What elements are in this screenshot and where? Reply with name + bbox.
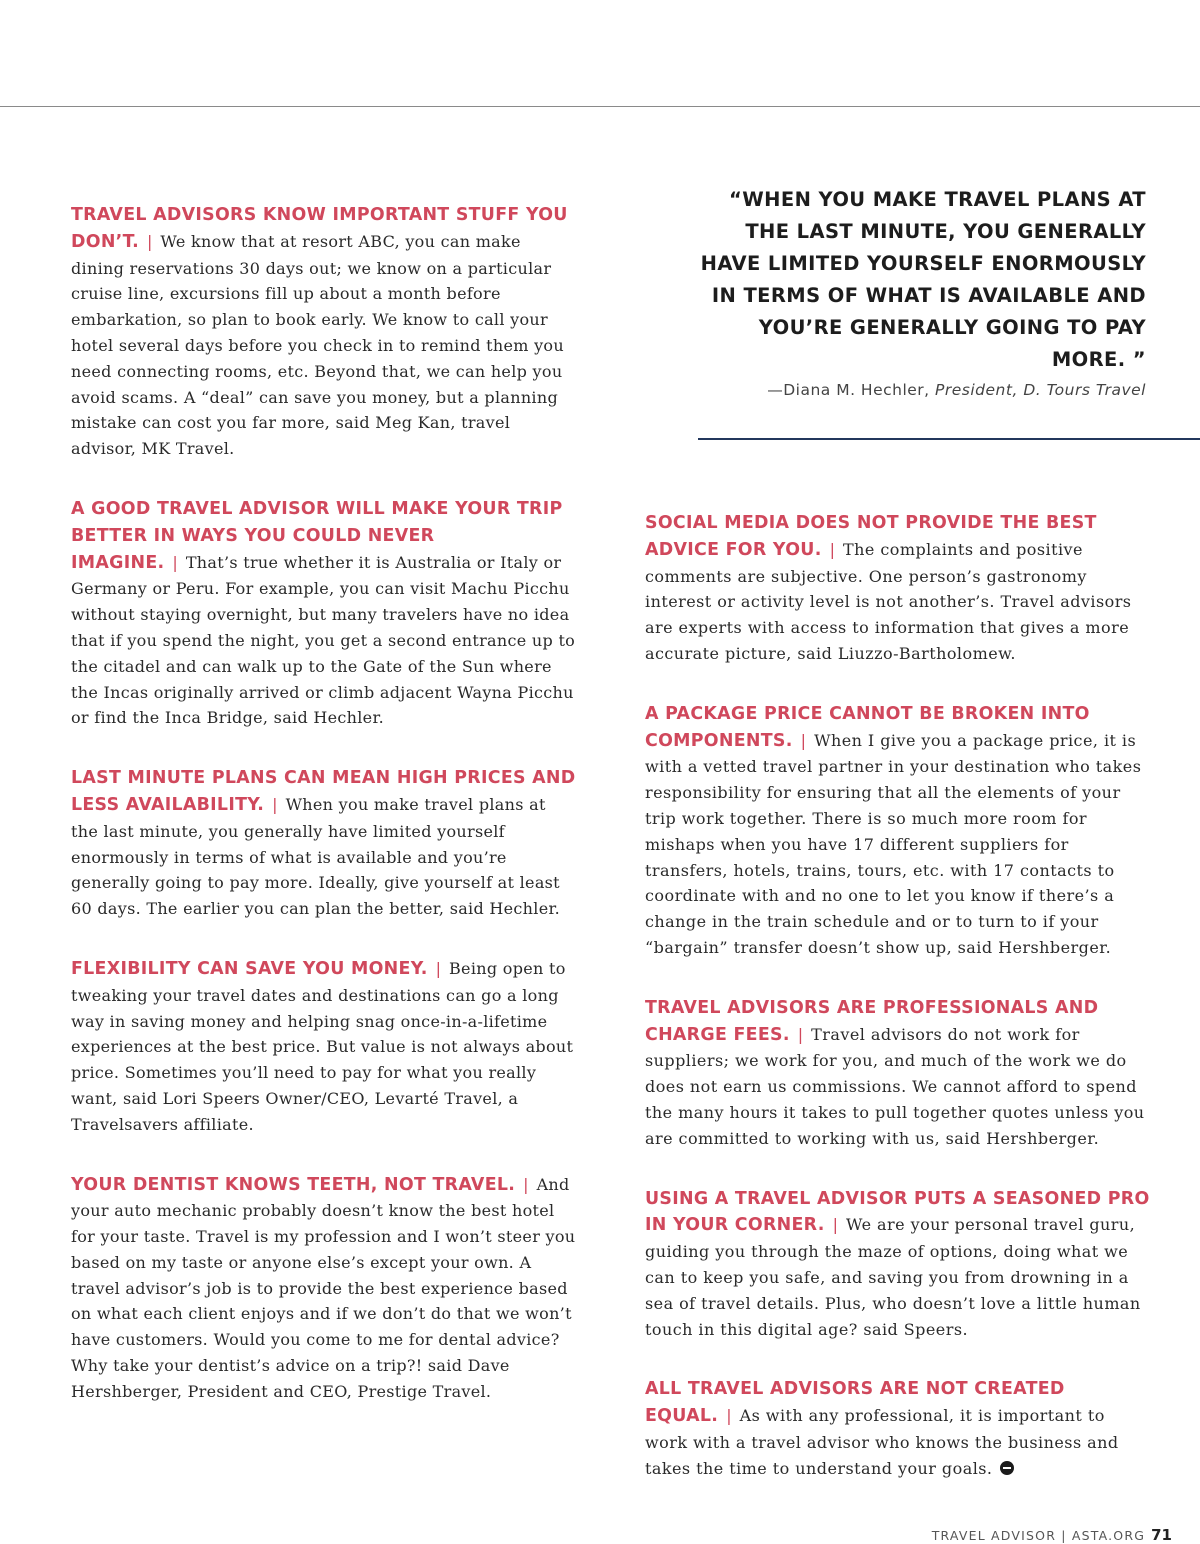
tip-item: [71, 1172, 576, 1405]
tip-heading: LAST MINUTE PLANS CAN MEAN HIGH PRICES AND LESS AVAILABILITY.: [71, 768, 576, 815]
tip-heading: A PACKAGE PRICE CANNOT BE BROKEN INTO COMPONENTS.: [645, 703, 1090, 751]
pull-quote-attribution: [698, 381, 1146, 399]
tip-body: That’s true whether it is Australia or Italy or Germany or Peru. For example, you can visit Machu Picchu without staying overnight, but many travelers have no idea that if you spend the night, you get a second entrance up to the citadel and can walk up to the Gate of the Sun where the Incas originally arrived or climb adjacent Wayna Picchu or find the Inca Bridge, said Hechler.: [71, 552, 576, 728]
attribution-title: President, D. Tours Travel: [935, 381, 1146, 399]
top-rule: [0, 106, 1200, 107]
pull-quote: [698, 184, 1146, 399]
tip-heading: YOUR DENTIST KNOWS TEETH, NOT TRAVEL.: [71, 1174, 516, 1195]
tip-item: [645, 995, 1150, 1152]
separator: |: [523, 1174, 529, 1194]
pull-quote-rule: [698, 438, 1200, 440]
tip-item: [71, 956, 576, 1138]
tip-item: [71, 496, 576, 731]
separator: |: [272, 794, 278, 814]
end-of-article-icon: [1000, 1461, 1014, 1475]
separator: |: [726, 1406, 732, 1426]
tip-body: When you make travel plans at the last minute, you generally have limited yourself enormously in terms of what is available and you’re generally going to pay more. Ideally, give yourself at least 60 days. The earlier you can plan the better, said Hechler.: [71, 794, 561, 919]
separator: |: [172, 552, 178, 572]
tip-heading: TRAVEL ADVISORS KNOW IMPORTANT STUFF YOU DON’T.: [71, 205, 568, 252]
tip-item: [645, 1376, 1150, 1481]
tip-heading: ALL TRAVEL ADVISORS ARE NOT CREATED EQUAL.: [645, 1379, 1065, 1427]
right-column: [645, 494, 1150, 1516]
tip-item: [645, 701, 1150, 961]
separator: |: [797, 1024, 804, 1044]
publication-name: TRAVEL ADVISOR | ASTA.ORG: [931, 1528, 1146, 1543]
page-footer: [932, 1526, 1172, 1544]
tip-heading: A GOOD TRAVEL ADVISOR WILL MAKE YOUR TRIP BETTER IN WAYS YOU COULD NEVER IMAGINE.: [71, 498, 563, 573]
tip-heading: USING A TRAVEL ADVISOR PUTS A SEASONED PRO IN YOUR CORNER.: [645, 1188, 1150, 1236]
attribution-name: —Diana M. Hechler,: [767, 381, 930, 399]
tip-body: As with any professional, it is important to work with a travel advisor who knows the business and takes the time to understand your goals.: [645, 1406, 1119, 1478]
tip-heading: TRAVEL ADVISORS ARE PROFESSIONALS AND CHARGE FEES.: [645, 997, 1099, 1045]
page-number: 71: [1151, 1526, 1172, 1544]
tip-body: The complaints and positive comments are subjective. One person’s gastronomy interest or activity level is not another’s. Travel advisors are experts with access to information that gives a more accurate picture, said Liuzzo-Bartholomew.: [645, 539, 1132, 663]
tip-body: And your auto mechanic probably doesn’t know the best hotel for your taste. Travel is my profession and I won’t steer you based on my taste or anyone else’s except your own. A travel advisor’s job is to provide the best experience based on what each client enjoys and if we don’t do that we won’t have customers. Would you come to me for dental advice? Why take your dentist’s advice on a trip?! said Dave Hershberger, President and CEO, Prestige Travel.: [71, 1174, 576, 1401]
tip-item: [71, 202, 576, 462]
tip-body: We know that at resort ABC, you can make dining reservations 30 days out; we know on a particular cruise line, excursions fill up about a month before embarkation, so plan to book early. We know to call your hotel several days before you check in to remind them you need connecting rooms, etc. Beyond that, we can help you avoid scams. A “deal” can save you money, but a planning mistake can cost you far more, said Meg Kan, travel advisor, MK Travel.: [71, 231, 564, 459]
tip-body: We are your personal travel guru, guiding you through the maze of options, doing what we can to keep you safe, and saving you from drowning in a sea of travel details. Plus, who doesn’t love a little human touch in this digital age? said Speers.: [645, 1215, 1141, 1339]
tip-body: Being open to tweaking your travel dates and destinations can go a long way in saving money and helping snag once-in-a-lifetime experiences at the best price. But value is not always about price. Sometimes you’ll need to pay for what you really want, said Lori Speers Owner/CEO, Levarté Travel, a Travelsavers affiliate.: [71, 958, 574, 1134]
separator: |: [147, 231, 153, 251]
separator: |: [800, 730, 807, 750]
tip-body: Travel advisors do not work for suppliers; we work for you, and much of the work we do does not earn us commissions. We cannot afford to spend the many hours it takes to pull together quotes unless you are committed to working with us, said Hershberger.: [645, 1024, 1145, 1148]
separator: |: [829, 539, 836, 559]
separator: |: [435, 958, 441, 978]
tip-item: [645, 1186, 1150, 1343]
separator: |: [832, 1215, 838, 1235]
tip-heading: SOCIAL MEDIA DOES NOT PROVIDE THE BEST ADVICE FOR YOU.: [645, 513, 1097, 560]
tip-heading: FLEXIBILITY CAN SAVE YOU MONEY.: [71, 958, 428, 979]
left-column: [71, 186, 576, 1439]
tip-item: [645, 510, 1150, 667]
pull-quote-text: “WHEN YOU MAKE TRAVEL PLANS AT THE LAST MINUTE, YOU GENERALLY HAVE LIMITED YOURSELF ENORMOUSLY IN TERMS OF WHAT IS AVAILABLE AND YOU’RE GENERALLY GOING TO PAY MORE. ”: [700, 188, 1146, 371]
tip-body: When I give you a package price, it is with a vetted travel partner in your destination who takes responsibility for ensuring that all the elements of your trip work together. There is so much more room for mishaps when you have 17 different suppliers for transfers, hotels, trains, tours, etc. with 17 contacts to coordinate with and no one to let you know if there’s a change in the train schedule and or to turn to if your “bargain” transfer doesn’t show up, said Hershberger.: [645, 730, 1142, 957]
tip-item: [71, 765, 576, 922]
